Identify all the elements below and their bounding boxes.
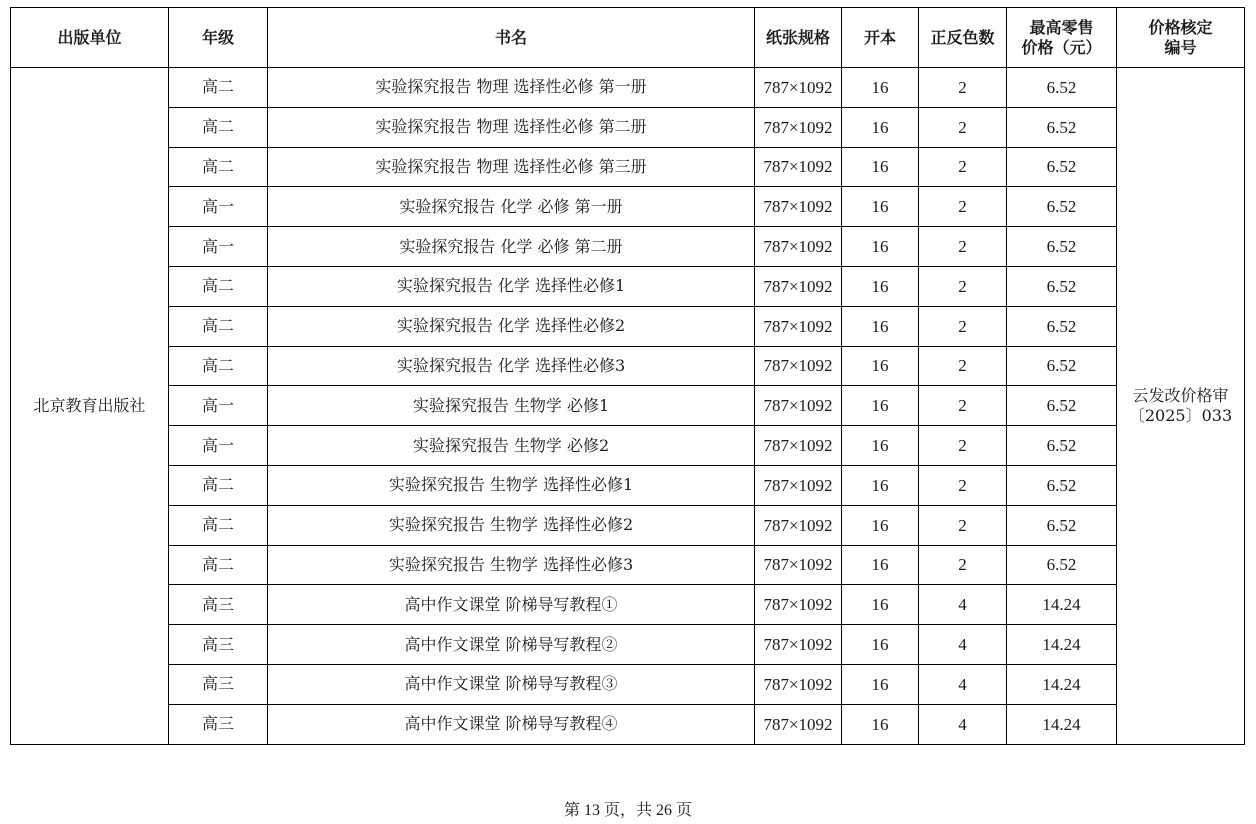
colors-cell: 2	[919, 68, 1007, 108]
price-cell: 6.52	[1007, 107, 1117, 147]
table-row	[11, 346, 1245, 386]
grade-cell: 高一	[169, 386, 268, 426]
format-cell: 16	[842, 147, 919, 187]
grade-cell: 高一	[169, 187, 268, 227]
table-row	[11, 187, 1245, 227]
table-row	[11, 386, 1245, 426]
title-cell: 实验探究报告 生物学 必修1	[268, 386, 755, 426]
format-cell: 16	[842, 625, 919, 665]
title-cell: 实验探究报告 物理 选择性必修 第一册	[268, 68, 755, 108]
table-row	[11, 585, 1245, 625]
grade-cell: 高三	[169, 625, 268, 665]
table-row	[11, 545, 1245, 585]
title-cell: 高中作文课堂 阶梯导写教程①	[268, 585, 755, 625]
paper-spec-cell: 787×1092	[755, 266, 842, 306]
colors-cell: 2	[919, 147, 1007, 187]
header-colors: 正反色数	[919, 8, 1007, 68]
title-cell: 实验探究报告 生物学 选择性必修2	[268, 505, 755, 545]
title-cell: 实验探究报告 物理 选择性必修 第二册	[268, 107, 755, 147]
grade-cell: 高二	[169, 147, 268, 187]
colors-cell: 4	[919, 704, 1007, 744]
colors-cell: 2	[919, 187, 1007, 227]
format-cell: 16	[842, 545, 919, 585]
format-cell: 16	[842, 426, 919, 466]
paper-spec-cell: 787×1092	[755, 306, 842, 346]
grade-cell: 高一	[169, 227, 268, 267]
table-row	[11, 68, 1245, 108]
paper-spec-cell: 787×1092	[755, 545, 842, 585]
colors-cell: 2	[919, 306, 1007, 346]
price-cell: 14.24	[1007, 664, 1117, 704]
price-cell: 6.52	[1007, 68, 1117, 108]
paper-spec-cell: 787×1092	[755, 187, 842, 227]
title-cell: 实验探究报告 化学 选择性必修2	[268, 306, 755, 346]
price-cell: 14.24	[1007, 704, 1117, 744]
header-paper-spec: 纸张规格	[755, 8, 842, 68]
colors-cell: 2	[919, 465, 1007, 505]
format-cell: 16	[842, 664, 919, 704]
price-cell: 6.52	[1007, 187, 1117, 227]
table-row	[11, 664, 1245, 704]
title-cell: 高中作文课堂 阶梯导写教程②	[268, 625, 755, 665]
table-row	[11, 306, 1245, 346]
price-cell: 6.52	[1007, 266, 1117, 306]
format-cell: 16	[842, 465, 919, 505]
price-cell: 6.52	[1007, 465, 1117, 505]
format-cell: 16	[842, 227, 919, 267]
format-cell: 16	[842, 68, 919, 108]
price-cell: 6.52	[1007, 426, 1117, 466]
format-cell: 16	[842, 107, 919, 147]
table-body	[11, 68, 1245, 745]
title-cell: 高中作文课堂 阶梯导写教程③	[268, 664, 755, 704]
price-code-cell	[1117, 68, 1245, 745]
paper-spec-cell: 787×1092	[755, 227, 842, 267]
format-cell: 16	[842, 505, 919, 545]
header-title: 书名	[268, 8, 755, 68]
colors-cell: 4	[919, 625, 1007, 665]
price-cell: 6.52	[1007, 227, 1117, 267]
paper-spec-cell: 787×1092	[755, 68, 842, 108]
header-max-price-line2: 价格（元）	[1021, 37, 1102, 57]
table-row	[11, 625, 1245, 665]
title-cell: 实验探究报告 物理 选择性必修 第三册	[268, 147, 755, 187]
grade-cell: 高一	[169, 426, 268, 466]
grade-cell: 高三	[169, 704, 268, 744]
grade-cell: 高二	[169, 68, 268, 108]
header-price-code-line2: 编号	[1164, 37, 1197, 57]
title-cell: 实验探究报告 化学 选择性必修3	[268, 346, 755, 386]
header-publisher: 出版单位	[11, 8, 169, 68]
price-cell: 6.52	[1007, 147, 1117, 187]
header-price-code	[1117, 8, 1245, 68]
colors-cell: 2	[919, 346, 1007, 386]
header-row	[11, 8, 1245, 68]
grade-cell: 高二	[169, 107, 268, 147]
format-cell: 16	[842, 585, 919, 625]
grade-cell: 高二	[169, 346, 268, 386]
paper-spec-cell: 787×1092	[755, 585, 842, 625]
grade-cell: 高二	[169, 306, 268, 346]
price-code-line2: 〔2025〕033	[1128, 405, 1233, 425]
colors-cell: 2	[919, 386, 1007, 426]
grade-cell: 高二	[169, 266, 268, 306]
paper-spec-cell: 787×1092	[755, 664, 842, 704]
colors-cell: 2	[919, 107, 1007, 147]
price-cell: 6.52	[1007, 386, 1117, 426]
price-cell: 6.52	[1007, 545, 1117, 585]
header-max-price	[1007, 8, 1117, 68]
colors-cell: 4	[919, 664, 1007, 704]
title-cell: 高中作文课堂 阶梯导写教程④	[268, 704, 755, 744]
table-row	[11, 505, 1245, 545]
header-grade: 年级	[169, 8, 268, 68]
page-footer: 第 13 页，共 26 页	[563, 802, 692, 819]
grade-cell: 高二	[169, 505, 268, 545]
table-row	[11, 147, 1245, 187]
title-cell: 实验探究报告 化学 必修 第一册	[268, 187, 755, 227]
format-cell: 16	[842, 704, 919, 744]
colors-cell: 2	[919, 227, 1007, 267]
paper-spec-cell: 787×1092	[755, 625, 842, 665]
colors-cell: 4	[919, 585, 1007, 625]
header-max-price-line1: 最高零售	[1029, 17, 1094, 37]
colors-cell: 2	[919, 505, 1007, 545]
title-cell: 实验探究报告 化学 必修 第二册	[268, 227, 755, 267]
table-row	[11, 266, 1245, 306]
title-cell: 实验探究报告 生物学 选择性必修3	[268, 545, 755, 585]
paper-spec-cell: 787×1092	[755, 107, 842, 147]
table-row	[11, 704, 1245, 744]
paper-spec-cell: 787×1092	[755, 386, 842, 426]
colors-cell: 2	[919, 545, 1007, 585]
paper-spec-cell: 787×1092	[755, 426, 842, 466]
grade-cell: 高三	[169, 664, 268, 704]
table-row	[11, 107, 1245, 147]
table-row	[11, 227, 1245, 267]
format-cell: 16	[842, 386, 919, 426]
colors-cell: 2	[919, 266, 1007, 306]
format-cell: 16	[842, 187, 919, 227]
grade-cell: 高二	[169, 545, 268, 585]
format-cell: 16	[842, 266, 919, 306]
table-row	[11, 426, 1245, 466]
grade-cell: 高二	[169, 465, 268, 505]
title-cell: 实验探究报告 化学 选择性必修1	[268, 266, 755, 306]
price-cell: 6.52	[1007, 505, 1117, 545]
grade-cell: 高三	[169, 585, 268, 625]
price-cell: 6.52	[1007, 306, 1117, 346]
publisher-cell: 北京教育出版社	[11, 68, 169, 745]
title-cell: 实验探究报告 生物学 必修2	[268, 426, 755, 466]
paper-spec-cell: 787×1092	[755, 147, 842, 187]
format-cell: 16	[842, 346, 919, 386]
colors-cell: 2	[919, 426, 1007, 466]
header-price-code-line1: 价格核定	[1148, 17, 1213, 37]
table-row	[11, 465, 1245, 505]
paper-spec-cell: 787×1092	[755, 704, 842, 744]
paper-spec-cell: 787×1092	[755, 346, 842, 386]
paper-spec-cell: 787×1092	[755, 505, 842, 545]
price-table	[10, 7, 1245, 745]
price-cell: 14.24	[1007, 585, 1117, 625]
header-format: 开本	[842, 8, 919, 68]
format-cell: 16	[842, 306, 919, 346]
paper-spec-cell: 787×1092	[755, 465, 842, 505]
price-cell: 14.24	[1007, 625, 1117, 665]
price-code-line1: 云发改价格审	[1132, 385, 1229, 405]
title-cell: 实验探究报告 生物学 选择性必修1	[268, 465, 755, 505]
price-cell: 6.52	[1007, 346, 1117, 386]
